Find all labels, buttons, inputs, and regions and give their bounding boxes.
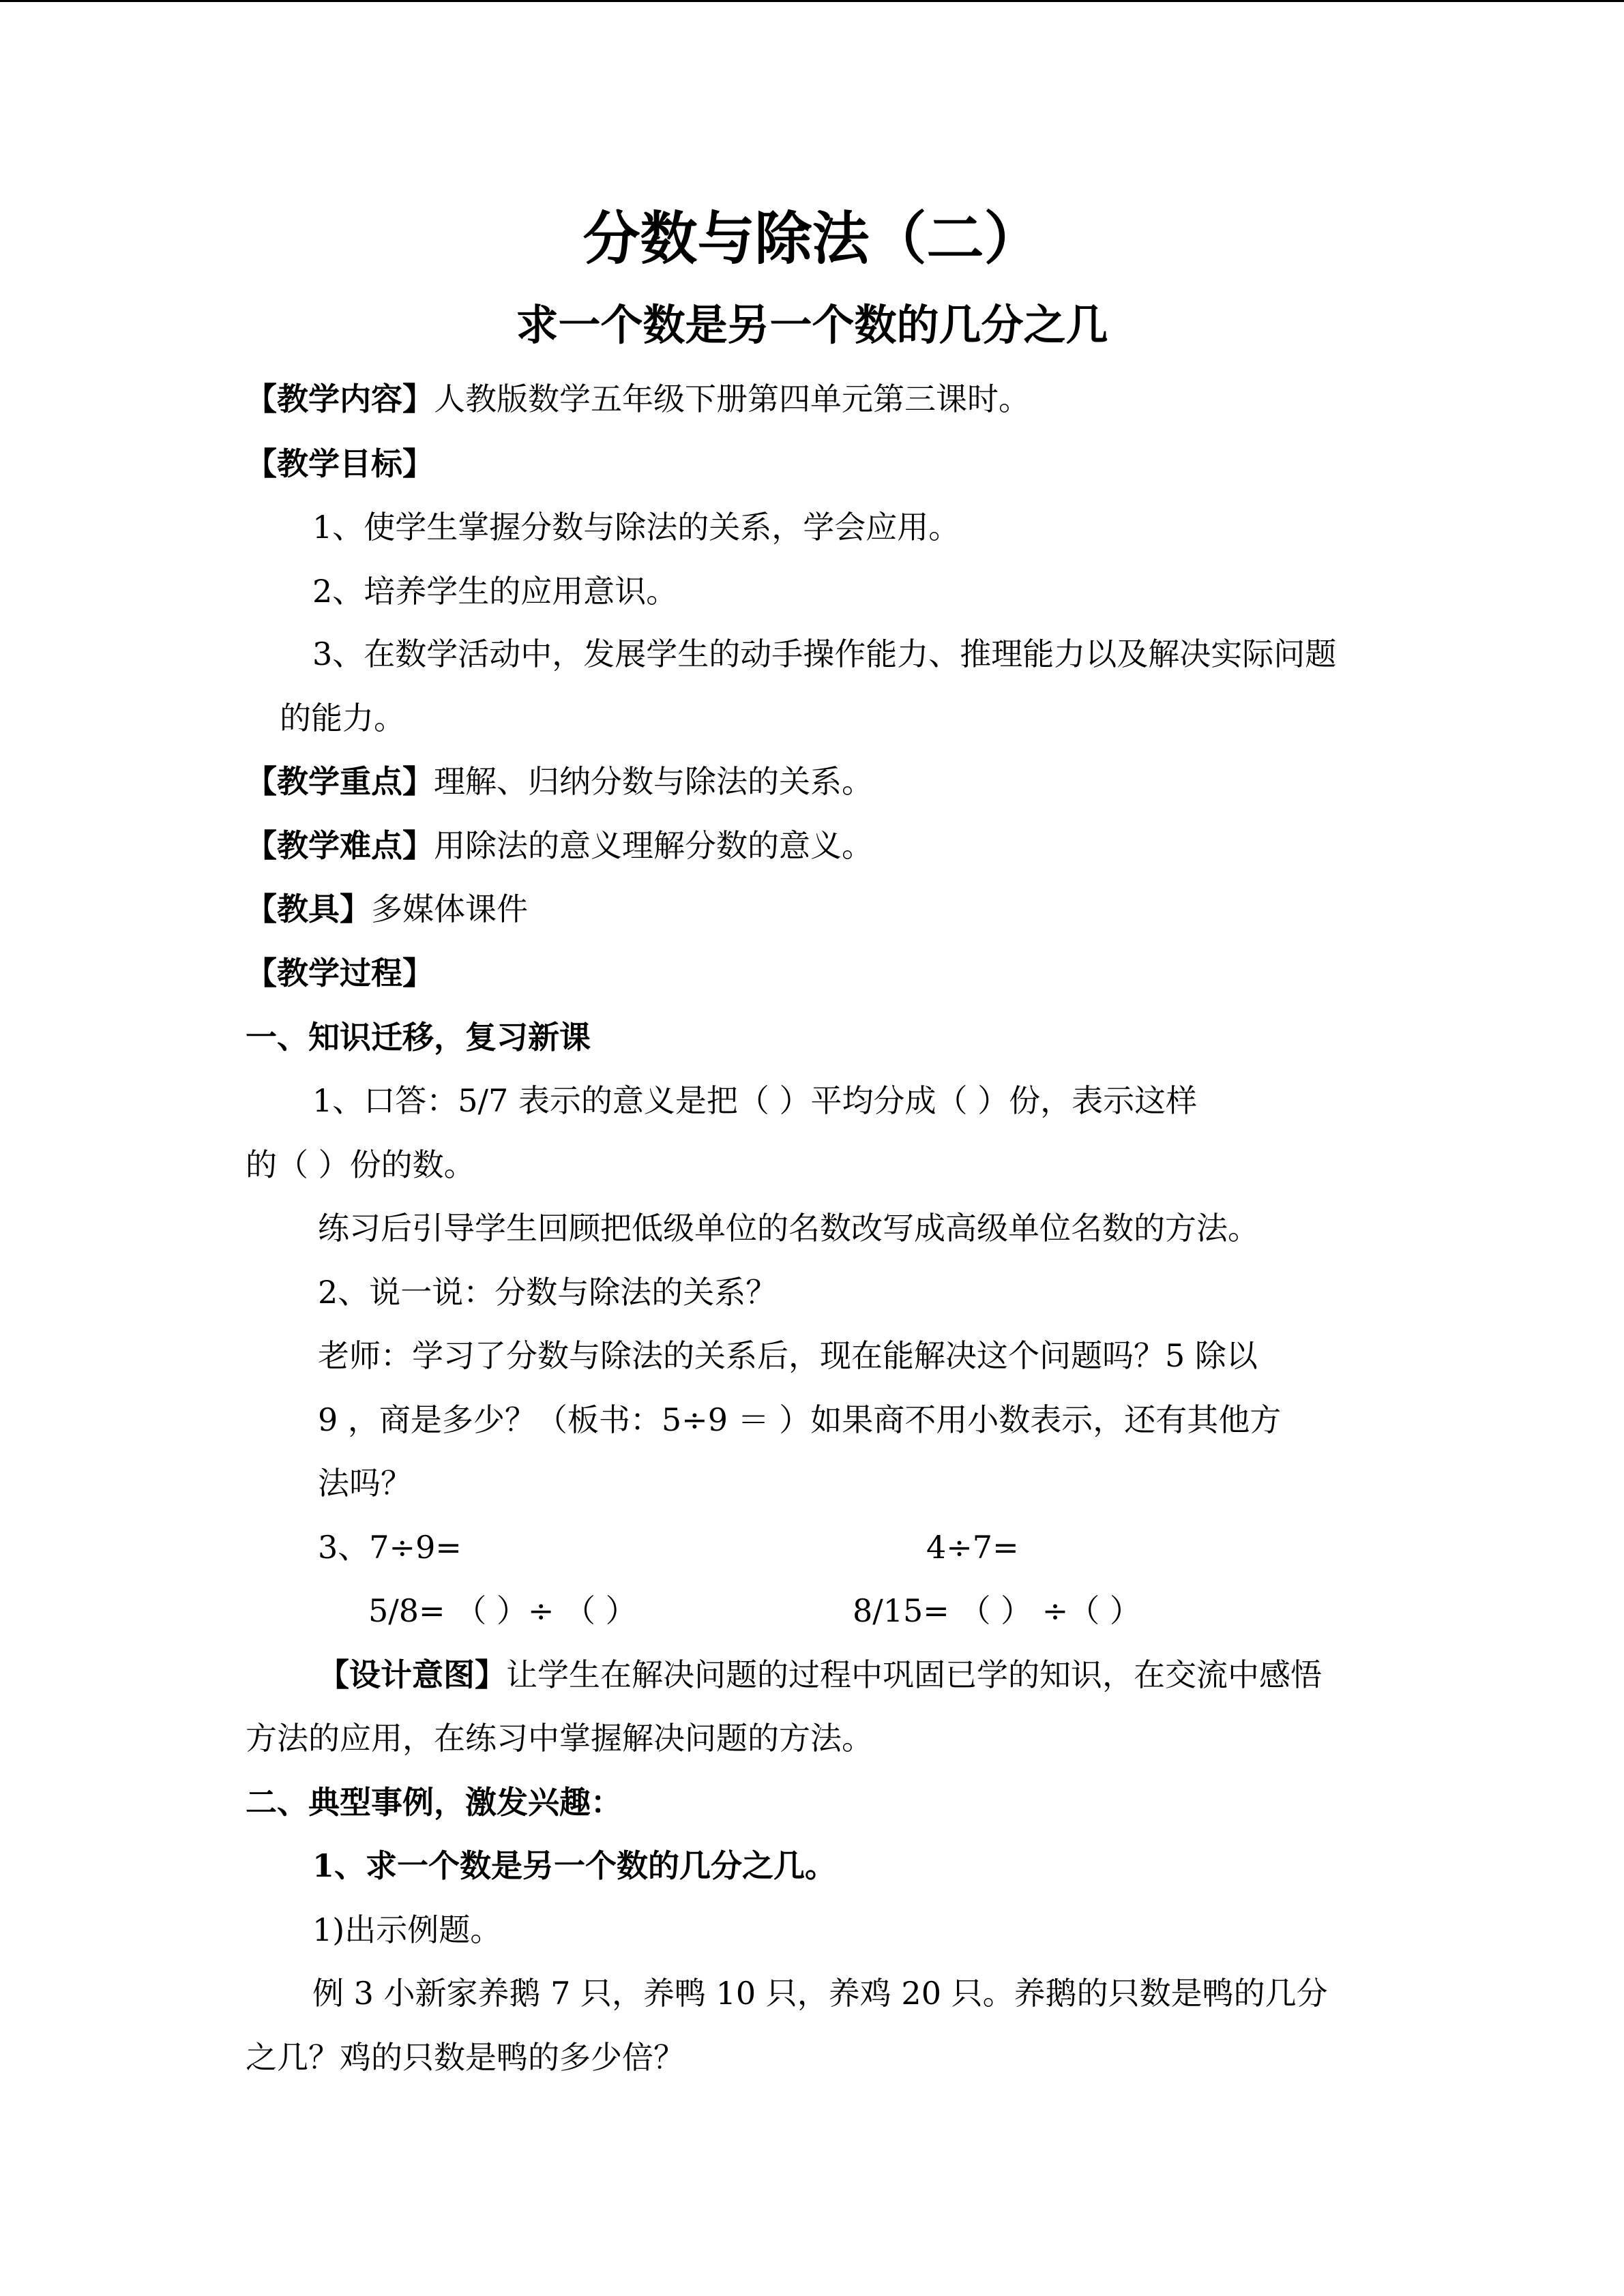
goal-3-line-1: 3、在数学活动中，发展学生的动手操作能力、推理能力以及解决实际问题 <box>312 636 1337 672</box>
teaching-content <box>246 378 1030 419</box>
goal-3-line-2: 的能力。 <box>280 700 405 736</box>
section-1-item-1-line-1: 1、口答：5/7 表示的意义是把（ ）平均分成（ ）份，表示这样 <box>312 1082 1198 1119</box>
section-2-item-1: 1、求一个数是另一个数的几分之几。 <box>312 1847 837 1884</box>
teaching-key-label: 【教学重点】 <box>246 763 434 800</box>
goal-1: 1、使学生掌握分数与除法的关系，学会应用。 <box>312 509 960 546</box>
design-intent-line-2: 方法的应用，在练习中掌握解决问题的方法。 <box>246 1720 873 1757</box>
section-1-equation-right: 8/15= （ ） ÷（ ） <box>853 1592 1141 1629</box>
design-intent-label: 【设计意图】 <box>318 1656 506 1693</box>
page-title: 分数与除法（二） <box>582 205 1042 272</box>
teaching-key-text: 理解、归纳分数与除法的关系。 <box>434 763 873 800</box>
section-1-teacher-line-1: 老师：学习了分数与除法的关系后，现在能解决这个问题吗？5 除以 <box>318 1337 1258 1374</box>
example-3-line-2: 之几？鸡的只数是鸭的多少倍？ <box>246 2039 685 2076</box>
teaching-process-label: 【教学过程】 <box>246 955 434 992</box>
teaching-tools-label: 【教具】 <box>246 891 371 927</box>
teaching-key-point <box>246 761 873 802</box>
design-intent-line-1 <box>318 1654 1322 1695</box>
teaching-tools-text: 多媒体课件 <box>371 891 528 927</box>
teaching-tools <box>246 889 528 929</box>
section-1-item-3-right: 4÷7= <box>926 1529 1019 1566</box>
teaching-content-label: 【教学内容】 <box>246 381 434 417</box>
section-1-note: 练习后引导学生回顾把低级单位的名数改写成高级单位名数的方法。 <box>318 1210 1259 1247</box>
design-intent-text: 让学生在解决问题的过程中巩固已学的知识，在交流中感悟 <box>506 1656 1322 1693</box>
goal-2: 2、培养学生的应用意识。 <box>312 573 678 610</box>
section-1-item-1-line-2: 的（ ）份的数。 <box>246 1146 475 1183</box>
teaching-difficulty-text: 用除法的意义理解分数的意义。 <box>434 827 873 864</box>
page-subtitle: 求一个数是另一个数的几分之几 <box>516 300 1108 350</box>
section-1-teacher-line-3: 法吗？ <box>318 1465 412 1502</box>
teaching-goals-label: 【教学目标】 <box>246 445 434 482</box>
example-3-line-1: 例 3 小新家养鹅 7 只，养鸭 10 只，养鸡 20 只。养鹅的只数是鸭的几分 <box>312 1975 1328 2012</box>
section-1-item-2: 2、说一说：分数与除法的关系？ <box>318 1274 778 1311</box>
section-1-item-3-left: 3、7÷9= <box>318 1529 462 1566</box>
section-1-equation-left: 5/8= （ ）÷ （ ） <box>368 1592 637 1629</box>
teaching-difficulty <box>246 825 873 866</box>
teaching-content-text: 人教版数学五年级下册第四单元第三课时。 <box>434 381 1030 417</box>
page-top-border <box>0 0 1624 2</box>
teaching-difficulty-label: 【教学难点】 <box>246 827 434 864</box>
section-2-heading: 二、典型事例，激发兴趣： <box>246 1784 622 1821</box>
section-1-heading: 一、知识迁移，复习新课 <box>246 1019 591 1056</box>
section-1-teacher-line-2: 9 ，商是多少？（板书：5÷9 ＝ ）如果商不用小数表示，还有其他方 <box>318 1401 1282 1438</box>
section-2-subitem-1: 1)出示例题。 <box>312 1911 502 1948</box>
